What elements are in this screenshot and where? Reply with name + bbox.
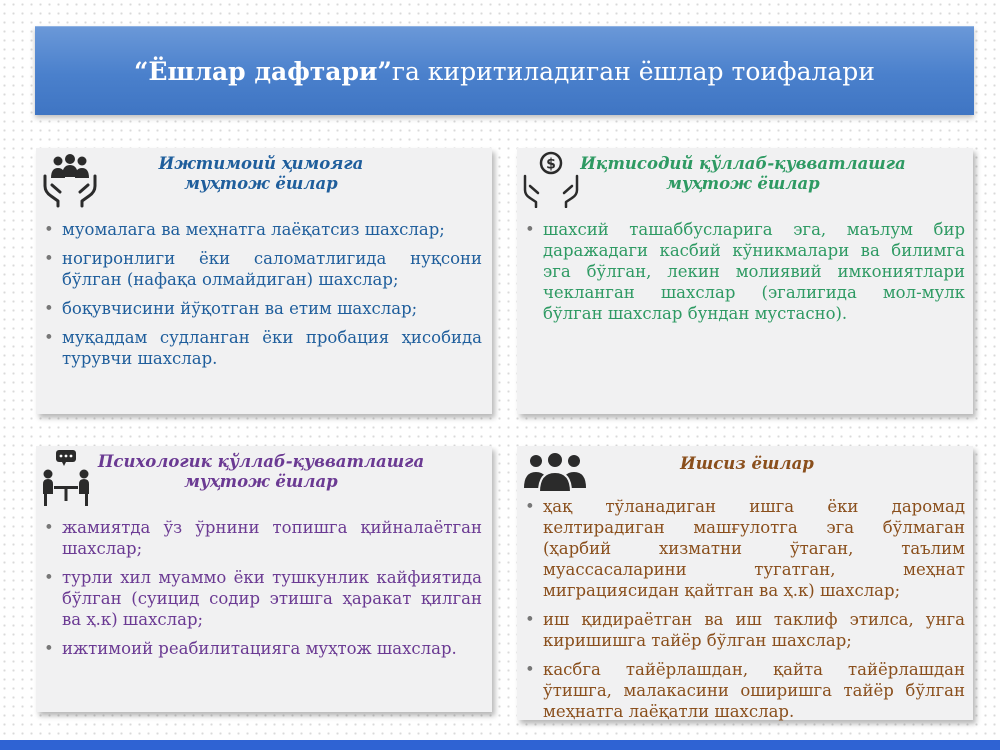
list-item: • турли хил муаммо ёки тушкунлик кайфиятида бўлган (суицид содир этишга ҳаракат қилган ва ҳ.к) шахслар;	[44, 567, 482, 630]
list-item: • касбга тайёрлашдан, қайта тайёрлашдан ўтишга, малакасини оширишга тайёр бўлган меҳнатга лаёқатли шахслар.	[525, 659, 965, 722]
card-psychological-support	[36, 446, 492, 712]
dollar-in-hands-icon	[521, 150, 581, 208]
heading-line-1: Ишсиз ёшлар	[680, 454, 814, 473]
card-unemployed-youth	[517, 446, 973, 720]
card-heading	[96, 154, 426, 194]
title-rest: га киритиладиган ёшлар тоифалари	[391, 56, 875, 86]
card-heading	[573, 154, 913, 194]
title-banner	[35, 26, 974, 115]
item-list	[525, 496, 965, 730]
item-list	[44, 219, 482, 377]
list-item: • боқувчисини йўқотган ва етим шахслар;	[44, 298, 482, 319]
list-item: • муқаддам судланган ёки пробация ҳисобида турувчи шахслар.	[44, 327, 482, 369]
title-highlight: “Ёшлар дафтари”	[134, 56, 392, 86]
list-item: • ногиронлиги ёки саломатлигида нуқсони бўлган (нафақа олмайдиган) шахслар;	[44, 248, 482, 290]
list-item: • шахсий ташаббусларига эга, маълум бир даражадаги касбий кўникмалари ва билимга эга бўлган, лекин молиявий имкониятлари чекланган шахслар (эгалигида мол-мулк бўлган шахслар бундан мустасно).	[525, 219, 965, 324]
list-item: • ҳақ тўланадиган ишга ёки даромад келтирадиган машғулотга эга бўлмаган (ҳарбий хизматни ўтаган, таълим муассасаларини тугатган, меҳнат миграциясидан қайтган ва ҳ.к) шахслар;	[525, 496, 965, 601]
item-list	[44, 517, 482, 667]
heading-line-2: муҳтож ёшлар	[666, 174, 820, 193]
card-economic-support	[517, 148, 973, 414]
counseling-icon	[40, 448, 92, 508]
list-item: • муомалага ва меҳнатга лаёқатсиз шахслар;	[44, 219, 482, 240]
group-icon	[522, 450, 588, 494]
card-social-protection	[36, 148, 492, 414]
list-item: • ижтимоий реабилитацияга муҳтож шахслар.	[44, 638, 482, 659]
list-item: • иш қидираётган ва иш таклиф этилса, унга киришишга тайёр бўлган шахслар;	[525, 609, 965, 651]
heading-line-2: муҳтож ёшлар	[184, 174, 338, 193]
card-heading	[607, 454, 887, 474]
item-list	[525, 219, 965, 332]
heading-line-2: муҳтож ёшлар	[184, 472, 338, 491]
list-item: • жамиятда ўз ўрнини топишга қийналаётган шахслар;	[44, 517, 482, 559]
svg-text:$: $	[546, 156, 556, 173]
heading-line-1: Психологик қўллаб-қувватлашга	[97, 452, 425, 471]
heading-line-1: Иқтисодий қўллаб-қувватлашга	[580, 154, 906, 173]
people-in-hands-icon	[42, 152, 98, 208]
bottom-accent-strip	[0, 740, 1000, 750]
card-heading	[96, 452, 426, 492]
heading-line-1: Ижтимоий ҳимояга	[158, 154, 364, 173]
